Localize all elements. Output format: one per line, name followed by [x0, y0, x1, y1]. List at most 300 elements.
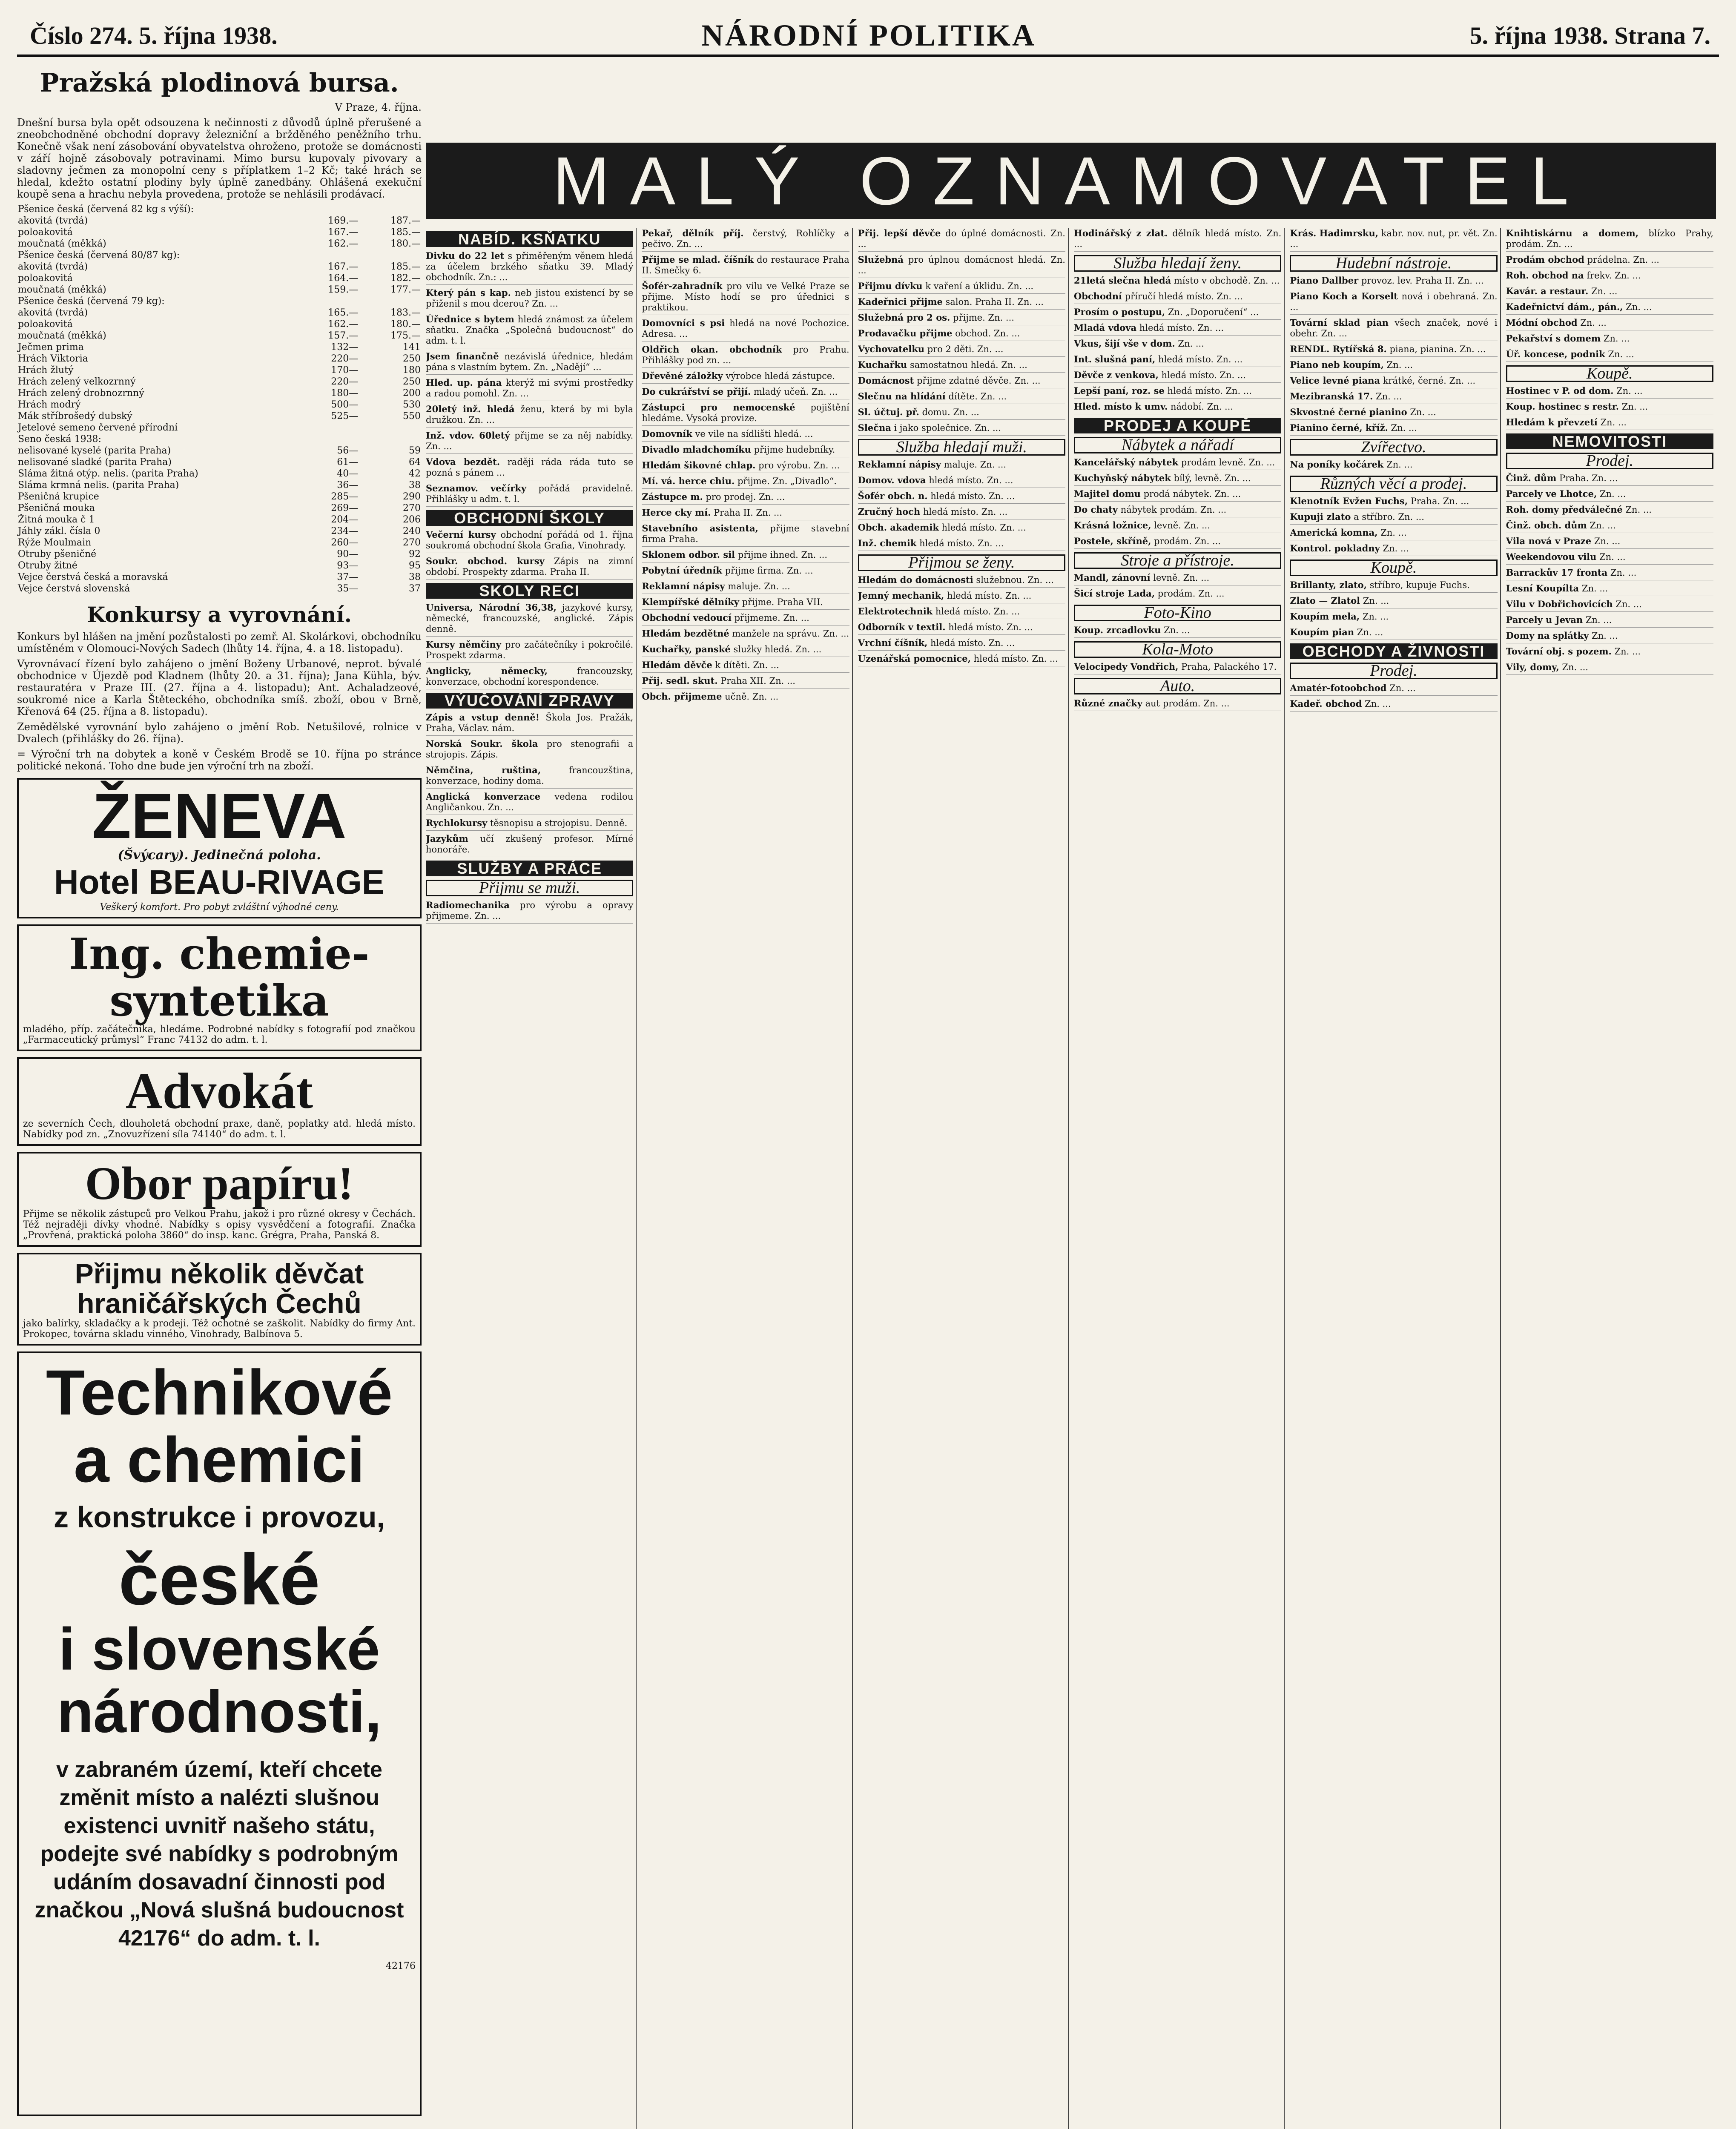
ad-body: hledá místo. Zn. ... [970, 654, 1058, 664]
bursa-text: Dnešní bursa byla opět odsouzena k nečinnosti z důvodů úplně přerušené a zneobchodněné obchodní dopravy železniční a bržděného peněžního trhu. Konečně však není zásobování obyvatelstva ohroženo, protože se domácnosti v září hojně zásobovaly potravinami. Mimo bursu kupovaly pivovary a sladovny ječmen za monopolní ceny s příplatkem 1–2 Kč; také hrách se hledal, kdežto ostatní plodiny byly úplně zanedbány. Ohlášená exekuční koupě sena a hrachu nebyla provedena, protože se nehlásili prodávací. [17, 117, 422, 200]
section-heading: Přijmu se muži. [426, 880, 633, 896]
classified-ad [1506, 662, 1713, 675]
price-low: 36— [337, 480, 359, 491]
ad-heading: Norská Soukr. škola [426, 738, 538, 749]
ad-heading: Majitel domu [1073, 488, 1141, 499]
ad-body: Zn. ... [1623, 302, 1652, 312]
ad-body: nezávislá úřednice, hledám pána s vlastním bytem. Zn. „Nadějí“ ... [426, 351, 634, 372]
classified-ad [642, 675, 849, 689]
classified-ad [1074, 338, 1281, 351]
price-high: 38 [409, 480, 421, 491]
ad-heading: Roh. domy předválečné [1506, 504, 1623, 515]
classified-ad [1506, 630, 1713, 643]
ad-body: pořádá pravidelně. Přihlášky u adm. t. l. [426, 483, 634, 504]
ad-heading: Hledám k převzetí [1506, 417, 1598, 428]
classified-ad [1074, 536, 1281, 549]
ad-body: pojištění hledáme. Vysoká provize. [642, 402, 849, 423]
price-row [17, 284, 422, 296]
classified-ad [1506, 473, 1713, 486]
ad-heading: Piano neb koupím, [1290, 359, 1384, 370]
ad-heading: Kursy němčiny [426, 639, 501, 650]
ad-heading: Soukr. obchod. kursy [426, 556, 545, 566]
ad-heading: Piano Dallber [1290, 275, 1359, 286]
ad-heading: Do cukrářství se přijí. [642, 386, 751, 397]
classified-ad [1506, 417, 1713, 430]
ad-heading: Roh. obchod na [1506, 270, 1584, 281]
price-label: poloakovitá [18, 319, 73, 330]
classified-ad [1074, 520, 1281, 533]
ad-body: přijme se za něj nabídky. Zn. ... [426, 430, 634, 451]
ad-heading: Prodavačku přijme [858, 328, 953, 339]
price-low: 132— [331, 342, 359, 353]
ad-body: Zn. ... [1587, 520, 1616, 531]
classified-ad [426, 404, 633, 428]
classified-ad [426, 765, 633, 789]
ad-heading: Úřednice s bytem [426, 314, 514, 324]
ad-body: Zn. ... [1611, 646, 1641, 657]
ad-heading: Seznamov. večírky [426, 483, 527, 494]
ad-body: Zn. ... [1380, 543, 1409, 554]
price-row [17, 548, 422, 560]
zeneva-heading: ŽENEVA [92, 780, 347, 852]
ad-heading: RENDL. Rytířská 8. [1290, 344, 1387, 354]
ad-body: hledá místo. Zn. ... [916, 538, 1004, 548]
ad-heading: Amatér-fotoobchod [1290, 683, 1387, 693]
ad-heading: Int. slušná paní, [1073, 354, 1156, 364]
classified-ad [1290, 391, 1497, 404]
ad-heading: Vdova bezdět. [426, 456, 500, 467]
ad-body: učí zkušený profesor. Mírné honoráře. [426, 834, 634, 855]
classified-ad [642, 691, 849, 704]
ad-body: Zn. ... [1373, 391, 1402, 402]
price-high [359, 296, 422, 307]
classified-ad [1506, 536, 1713, 549]
classified-ad [858, 522, 1065, 535]
ad-heading: Tovární obj. s pozem. [1506, 646, 1612, 657]
price-high: 185.— [390, 227, 421, 238]
classified-ad [642, 523, 849, 547]
section-heading: Stroje a přístroje. [1074, 552, 1281, 569]
classified-ad [1074, 698, 1281, 711]
ad-body: hledá místo. Zn. ... [945, 622, 1033, 632]
ad-heading: Děvče z venkova, [1073, 370, 1159, 380]
classified-ad [1506, 286, 1713, 299]
section-heading: Prodej. [1506, 453, 1713, 469]
konkursy-title: Konkursy a vyrovnání. [86, 602, 352, 627]
section-heading: Zvířectvo. [1290, 439, 1497, 456]
classified-ad [858, 606, 1065, 619]
price-row [17, 387, 422, 399]
price-row [17, 514, 422, 525]
classified-ad [858, 637, 1065, 651]
section-heading: PRODEJ A KOUPĚ [1074, 418, 1281, 433]
ad-body: piana, pianina. Zn. ... [1386, 344, 1486, 354]
price-row [17, 491, 422, 502]
classified-ad [1506, 583, 1713, 596]
price-high [359, 250, 422, 261]
ad-body: frekv. Zn. ... [1584, 270, 1641, 281]
zeneva-sub: (Švýcary). Jedinečná poloha. [118, 848, 321, 863]
zeneva-hotel: Hotel BEAU-RIVAGE [54, 863, 385, 901]
classified-column [858, 228, 1069, 2129]
price-high: 250 [403, 353, 421, 364]
classified-ad [642, 565, 849, 578]
ad-heading: Inž. chemik [858, 538, 917, 548]
price-row [17, 296, 422, 307]
section-heading: Koupě. [1506, 365, 1713, 382]
ad-body: Zn. ... [1175, 339, 1204, 349]
ad-heading: Reklamní nápisy [858, 459, 941, 470]
classified-ad [426, 377, 633, 401]
classified-ad [858, 574, 1065, 588]
classified-ad [1290, 375, 1497, 388]
ad-heading: Vila nová v Praze [1506, 536, 1592, 546]
classified-ad [1506, 567, 1713, 580]
price-label: Pšeničná krupice [18, 491, 99, 502]
ad-body: přijmeme. Zn. ... [731, 613, 809, 623]
price-label: Otruby žitné [18, 560, 77, 571]
ad-heading: Hodinářský z zlat. [1073, 228, 1168, 238]
price-row [17, 502, 422, 514]
price-row [17, 318, 422, 330]
ad-heading: Obchodní vedoucí [642, 612, 732, 623]
price-high: 206 [403, 514, 421, 525]
classified-ad [1506, 317, 1713, 330]
price-row [17, 422, 422, 433]
ad-heading: Domovník [642, 428, 692, 439]
advokat-heading: Advokát [125, 1062, 313, 1119]
classified-ad [642, 370, 849, 384]
ad-body: hledá místo. Zn. ... [933, 606, 1020, 617]
section-heading: Koupě. [1290, 560, 1497, 576]
price-low: 220— [331, 376, 359, 387]
classified-ad [1290, 291, 1497, 315]
classified-column [1506, 228, 1716, 2129]
ad-body: pro úplnou domácnost hledá. Zn. ... [858, 255, 1065, 275]
ad-heading: Krás. Hadimrsku, [1290, 228, 1379, 238]
price-high: 290 [403, 491, 421, 502]
classified-ad [642, 428, 849, 442]
ad-heading: Domy na splátky [1506, 630, 1589, 641]
ad-heading: Koupím pian [1290, 627, 1354, 637]
price-row [17, 341, 422, 353]
ad-body: Zn. ... [1601, 333, 1630, 344]
ad-heading: Prodám obchod [1506, 254, 1584, 265]
price-label: nelisované sladké (parita Praha) [18, 457, 172, 468]
zeneva-small: Veškerý komfort. Pro pobyt zvláštní výhodné ceny. [100, 902, 339, 912]
page-header [17, 12, 1719, 57]
classified-ad [858, 375, 1065, 388]
price-row [17, 583, 422, 594]
ad-body: Praha II. Zn. ... [711, 508, 782, 518]
ad-zeneva [17, 778, 422, 918]
ad-heading: Brillanty, zlato, [1290, 580, 1367, 590]
ad-body: provoz. lev. Praha II. Zn. ... [1358, 275, 1484, 286]
price-low: 93— [337, 560, 359, 571]
ad-heading: Krásná ložnice, [1073, 520, 1151, 531]
classified-ad [426, 712, 633, 736]
section-heading: Služba hledají ženy. [1074, 255, 1281, 272]
ad-heading: Anglicky, německy, [426, 666, 548, 676]
classified-column [642, 228, 852, 2129]
ad-heading: Koup. hostinec s restr. [1506, 401, 1619, 412]
classified-ad [642, 628, 849, 641]
ad-heading: Lepší paní, roz. se [1073, 385, 1165, 396]
ad-heading: Jsem finančně [426, 351, 499, 362]
price-label: Sláma krmná nelis. (parita Praha) [18, 480, 179, 491]
divky-text: jako balírky, skladačky a k prodeji. Též ochotné se zaškolit. Nabídky do firmy Ant. Prokopec, továrna skladu vinného, Vinohrady, Balbínova 5. [23, 1318, 416, 1340]
ad-body: Zn. ... [1607, 568, 1637, 578]
classified-ad [858, 506, 1065, 519]
classified-ad [642, 460, 849, 473]
classified-ad [858, 344, 1065, 357]
classified-ad [858, 538, 1065, 551]
ad-body: Zn. ... [1383, 360, 1413, 370]
classified-ad [426, 639, 633, 663]
ad-heading: Činž. obch. dům [1506, 520, 1587, 531]
ad-heading: Reklamní nápisy [642, 581, 725, 591]
ad-heading: Na poníky kočárek [1290, 459, 1384, 470]
ad-body: prádelna. Zn. ... [1584, 255, 1659, 265]
ad-body: Zn. ... [1388, 423, 1417, 433]
ad-heading: Skvostné černé pianino [1290, 407, 1407, 417]
ad-heading: Zručný hoch [858, 506, 921, 517]
classified-ad [642, 344, 849, 368]
ad-body: pro začátečníky i pokročilé. Prospekt zdarma. [426, 640, 634, 660]
price-low: 169.— [328, 215, 359, 226]
classified-ad [642, 612, 849, 626]
ad-body: levně. Zn. ... [1151, 520, 1211, 531]
classified-ad [858, 475, 1065, 488]
ad-body: k dítěti. Zn. ... [712, 660, 779, 670]
ad-heading: Slečna [858, 422, 891, 433]
page-date: 5. října 1938. Strana 7. [1469, 22, 1710, 49]
ad-heading: Kadeř. obchod [1290, 698, 1362, 709]
classified-ad [1506, 228, 1713, 252]
ad-heading: Kupuji zlato [1290, 511, 1351, 522]
ad-body: hledá místo. Zn. ... [927, 638, 1015, 648]
classified-ad [1290, 580, 1497, 593]
classified-ad [1506, 333, 1713, 346]
price-label: Sláma žitná otýp. nelis. (parita Praha) [18, 468, 198, 479]
ad-advokat [17, 1057, 422, 1146]
price-label: moučnatá (měkká) [18, 284, 106, 295]
classified-ad [1074, 307, 1281, 320]
price-row [17, 273, 422, 284]
classified-ad [858, 407, 1065, 420]
classified-ad [426, 287, 633, 311]
ad-heading: Rychlokursy [426, 818, 488, 828]
price-label: Hrách žlutý [18, 365, 74, 376]
ad-heading: Lesní Koupílta [1506, 583, 1579, 594]
ad-heading: Mandl, zánovní [1073, 572, 1151, 583]
classified-ad [642, 491, 849, 505]
ad-body: neb jistou existencí by se přiženil s mou dcerou? Zn. ... [426, 288, 634, 309]
ad-heading: Obch. přijmeme [642, 691, 722, 702]
classified-ad [642, 228, 849, 252]
ad-heading: Šofér obch. n. [858, 491, 928, 501]
ad-heading: Kuchařky, panské [642, 644, 731, 654]
price-high: 180.— [390, 319, 421, 330]
price-label: Ječmen prima [18, 342, 84, 353]
ad-body: přijme. Praha VII. [739, 597, 823, 607]
price-low: 165.— [328, 307, 359, 318]
price-label: poloakovitá [18, 227, 73, 238]
price-high: 64 [409, 457, 421, 468]
price-label: Hrách modrý [18, 399, 81, 410]
tech-line1: Technikové [46, 1357, 393, 1428]
ad-body: prodám. Zn. ... [1155, 588, 1225, 599]
price-row [17, 537, 422, 548]
ad-heading: Domov. vdova [858, 475, 926, 485]
price-high: 550 [403, 411, 421, 422]
ad-body: Zn. ... [1386, 683, 1416, 693]
price-high: 180.— [390, 238, 421, 249]
bursa-dateline: V Praze, 4. října. [335, 101, 422, 113]
ad-heading: Mladá vdova [1073, 322, 1137, 333]
ad-body: ženu, která by mi byla družkou. Zn. ... [426, 404, 634, 425]
classified-ad [858, 459, 1065, 472]
price-row [17, 468, 422, 479]
classified-ad [642, 281, 849, 315]
price-low: 90— [337, 549, 359, 560]
price-low: 269— [331, 503, 359, 514]
section-heading: Hudební nástroje. [1290, 255, 1497, 272]
ad-heading: Hled. místo k umv. [1073, 401, 1168, 412]
ad-body: Zn. ... [1354, 627, 1383, 637]
ad-body: manžele na správu. Zn. ... [729, 628, 849, 639]
obor-heading: Obor papíru! [85, 1157, 354, 1209]
section-heading: Prodej. [1290, 663, 1497, 679]
price-low: 167.— [328, 261, 359, 272]
ad-body: samostatnou hledá. Zn. ... [907, 360, 1027, 370]
ad-heading: Němčina, ruština, [426, 765, 541, 775]
ad-body: Zn. ... [1605, 349, 1634, 359]
price-label: akovitá (tvrdá) [18, 215, 88, 226]
maly-oznamovatel-banner: MALÝ OZNAMOVATEL [426, 143, 1716, 219]
ad-heading: Vilu v Dobřichovicích [1506, 599, 1613, 609]
classified-ad [1506, 488, 1713, 502]
classified-ad [426, 556, 633, 580]
classified-ad [1506, 520, 1713, 533]
classified-ad [1290, 344, 1497, 357]
classified-ad [1074, 457, 1281, 470]
ad-heading: Zápis a vstup denně! [426, 712, 539, 723]
price-row [17, 307, 422, 318]
ad-body: hledá na nové Pochozice. Adresa. ... [642, 318, 849, 339]
ad-body: do úplné domácnosti. Zn. ... [858, 228, 1065, 249]
price-high [359, 433, 422, 445]
ad-heading: Kavár. a restaur. [1506, 286, 1589, 296]
ad-heading: Sklonem odbor. sil [642, 549, 735, 560]
obor-text: Přijme se několik zástupců pro Velkou Prahu, jakož i pro různé okresy v Čechách. Též nejraději dívky vhodné. Nabídky s opisy vysvědčení a fotografií. Značka „Provřená, praktická poloha 3860“ do insp. kanc. Grégra, Praha, Panská 8. [23, 1209, 416, 1241]
ad-body: prodá nábytek. Zn. ... [1140, 489, 1241, 499]
classified-ad [858, 328, 1065, 341]
ad-body: Zn. ... [1360, 596, 1389, 606]
ad-heading: 20letý inž. hledá [426, 404, 515, 414]
ad-body: přijme. Zn. „Divadlo“. [735, 476, 837, 486]
ad-body: učně. Zn. ... [722, 691, 779, 702]
ad-body: Zn. ... [1579, 583, 1608, 594]
price-high: 250 [403, 376, 421, 387]
ad-body: hledá místo. Zn. ... [1155, 354, 1243, 364]
ad-body: Praha. Zn. ... [1556, 473, 1618, 483]
ad-body: přijme firma. Zn. ... [722, 565, 813, 576]
ad-heading: Přijme se mlad. číšník [642, 254, 754, 265]
ad-heading: Kontrol. pokladny [1290, 543, 1380, 554]
price-low: 220— [331, 353, 359, 364]
price-label: poloakovitá [18, 273, 73, 284]
ad-body: obchodní pořádá od 1. října soukromá obchodní škola Grafia, Vinohrady. [426, 530, 634, 551]
classified-ad [1290, 698, 1497, 712]
ad-body: pro vilu ve Velké Praze se přijme. Místo hodí se pro úřednici s praktikou. [642, 281, 849, 313]
price-high: 95 [409, 560, 421, 571]
classified-ad [858, 228, 1065, 252]
ad-body: ve vile na sídlišti hledá. ... [692, 429, 813, 439]
price-low: 61— [337, 457, 359, 468]
ad-body: Zn. ... [1588, 286, 1618, 296]
classified-ad [1506, 401, 1713, 414]
classified-ad [1506, 385, 1713, 399]
price-low: 260— [331, 537, 359, 548]
ad-body: francouzsky, konverzace, obchodní korespondence. [426, 666, 634, 687]
classified-ad [1290, 359, 1497, 373]
ad-heading: Divadlo mladchomíku [642, 444, 751, 455]
chemie-heading: Ing. chemie-syntetika [69, 929, 370, 1026]
classified-ad [1074, 322, 1281, 336]
classified-ad [1290, 275, 1497, 288]
ad-heading: Který pán s kap. [426, 287, 511, 298]
price-row [17, 227, 422, 238]
ad-body: výrobce hledá zástupce. [723, 371, 835, 381]
ad-body: maluje. Zn. ... [941, 459, 1007, 470]
ad-heading: Elektrotechnik [858, 606, 933, 617]
ad-body: Zn. ... [1583, 615, 1612, 625]
ad-body: aut prodám. Zn. ... [1142, 698, 1230, 709]
price-low: 40— [337, 468, 359, 479]
price-label: moučnatá (měkká) [18, 238, 106, 249]
section-heading: Nábytek a nářadí [1074, 437, 1281, 453]
price-row [17, 525, 422, 537]
classified-column [1074, 228, 1285, 2129]
tech-line5: i slovenské [58, 1615, 380, 1682]
price-table [17, 204, 422, 594]
price-high: 200 [403, 388, 421, 399]
ad-body: dítěte. Zn. ... [945, 391, 1007, 402]
price-high: 180 [403, 365, 421, 376]
classified-ad [1290, 496, 1497, 509]
ad-heading: Obch. akademik [858, 522, 939, 533]
price-high: 42 [409, 468, 421, 479]
price-low: 35— [337, 583, 359, 594]
classified-ad [642, 386, 849, 399]
price-row [17, 376, 422, 387]
classified-ad [642, 644, 849, 657]
konkursy-p2: Vyrovnávací řízení bylo zahájeno o jmění Boženy Urbanové, neprot. bývalé obchodnice v Újezdě pod Kladnem (lhůty 20. a 31. října); Jana Kühla, býv. restauratéra v Praze III. (27. října a 4. listopadu); Ant. Achaladzeové, soukromé nice a Karla Štěteckého, obchodníka smíš. zboží, obou v Brně, Křenová 64 (25. října a 8. listopadu). [17, 658, 422, 717]
ad-body: přijme hudebníky. [751, 445, 835, 455]
classified-ad [1290, 543, 1497, 556]
ad-heading: Jazykům [426, 833, 468, 844]
ad-body: hledá místo. Zn. ... [920, 507, 1008, 517]
ad-heading: Americká komna, [1290, 527, 1378, 538]
ad-heading: Domovníci s psi [642, 318, 725, 328]
ad-body: Zn. ... [1577, 318, 1607, 328]
price-row [17, 238, 422, 250]
ad-heading: Hostinec v P. od dom. [1506, 385, 1614, 396]
classified-ad [642, 549, 849, 562]
ad-body: pro prodej. Zn. ... [703, 492, 785, 502]
price-row [17, 364, 422, 376]
